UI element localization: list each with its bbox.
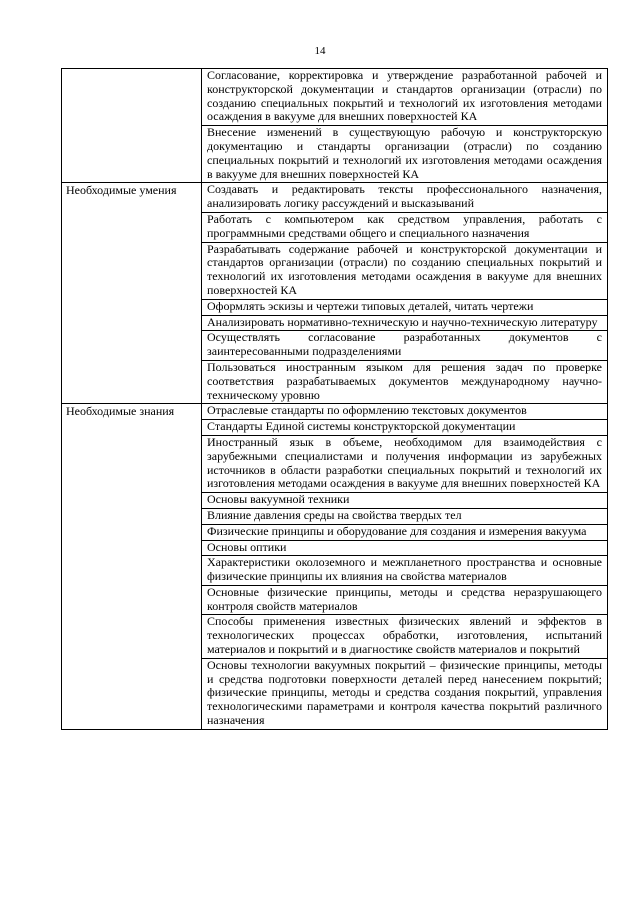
row-description: Отраслевые стандарты по оформлению текстовых документов (202, 404, 608, 420)
row-description: Основы вакуумной техники (202, 493, 608, 509)
table-row (62, 183, 608, 213)
requirements-table (61, 68, 608, 730)
page-number: 14 (314, 45, 326, 57)
row-description: Основные физические принципы, методы и средства неразрушающего контроля свойств материалов (202, 585, 608, 615)
row-description: Создавать и редактировать тексты профессионального назначения, анализировать логику рассуждений и высказываний (202, 183, 608, 213)
row-description: Физические принципы и оборудование для создания и измерения вакуума (202, 524, 608, 540)
row-description: Согласование, корректировка и утверждение разработанной рабочей и конструкторской документации и стандартов организации (отрасли) по созданию специальных покрытий и технологий их изготовления методами осаждения в вакууме для внешних поверхностей КА (202, 69, 608, 126)
row-category-label (62, 69, 202, 183)
table-row (62, 69, 608, 126)
row-description: Влияние давления среды на свойства твердых тел (202, 508, 608, 524)
row-description: Разрабатывать содержание рабочей и конструкторской документации и стандартов организации (отрасли) по созданию специальных покрытий и технологий их изготовления методами осаждения в вакууме для внешних поверхностей КА (202, 242, 608, 299)
row-category-label-skills: Необходимые умения (62, 183, 202, 404)
row-description: Осуществлять согласование разработанных документов с заинтересованными подразделениями (202, 331, 608, 361)
table-row (62, 404, 608, 420)
row-description: Анализировать нормативно-техническую и научно-техническую литературу (202, 315, 608, 331)
row-description: Работать с компьютером как средством управления, работать с программными средствами общего и специального назначения (202, 212, 608, 242)
requirements-table-body (62, 69, 608, 730)
row-description: Стандарты Единой системы конструкторской документации (202, 420, 608, 436)
row-description: Способы применения известных физических явлений и эффектов в технологических процессах обработки, изготовления, испытаний материалов и покрытий и в диагностике свойств материалов и покрытий (202, 615, 608, 658)
row-description: Внесение изменений в существующую рабочую и конструкторскую документацию и стандарты организации (отрасли) по созданию специальных покрытий и технологий их изготовления методами осаждения в вакууме для внешних поверхностей КА (202, 126, 608, 183)
row-description: Характеристики околоземного и межпланетного пространства и основные физические принципы их влияния на свойства материалов (202, 556, 608, 586)
row-description: Основы технологии вакуумных покрытий – физические принципы, методы и средства подготовки поверхности деталей перед нанесением покрытий; физические принципы, методы и средства создания покрытий, управления технологическими параметрами и контроля качества покрытий различного назначения (202, 658, 608, 729)
row-category-label-knowledge: Необходимые знания (62, 404, 202, 730)
row-description: Иностранный язык в объеме, необходимом для взаимодействия с зарубежными специалистами и получения информации из зарубежных источников в области разработки специальных покрытий и технологий их изготовления методами осаждения в вакууме для внешних поверхностей КА (202, 435, 608, 492)
row-description: Основы оптики (202, 540, 608, 556)
row-description: Пользоваться иностранным языком для решения задач по проверке соответствия разрабатываемых документов международному научно-техническому уровню (202, 360, 608, 403)
row-description: Оформлять эскизы и чертежи типовых деталей, читать чертежи (202, 299, 608, 315)
